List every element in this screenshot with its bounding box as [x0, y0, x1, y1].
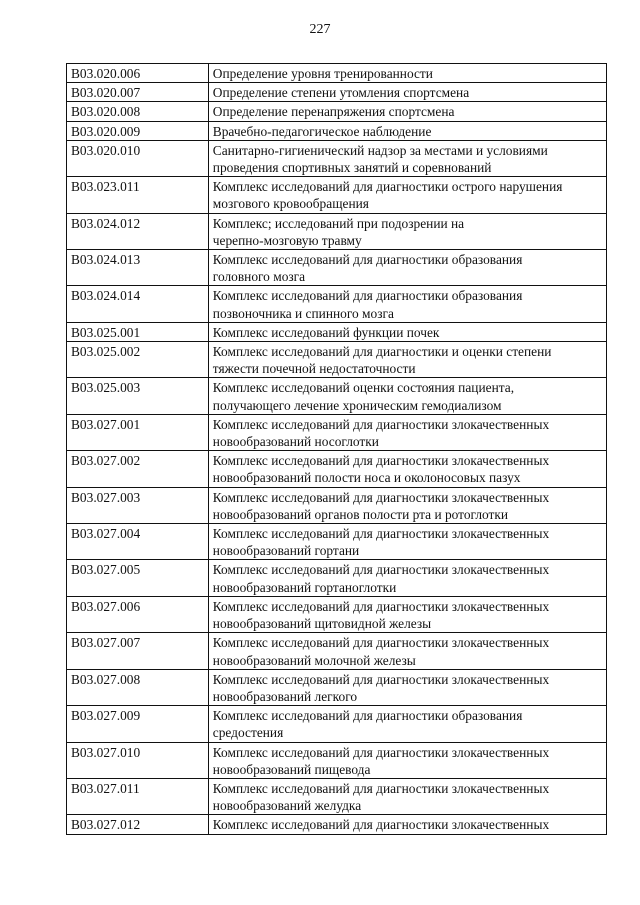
service-description-cell: Определение степени утомления спортсмена	[208, 83, 606, 102]
page-number: 227	[309, 22, 331, 37]
service-code-cell: B03.027.011	[67, 778, 209, 814]
service-code-cell: B03.027.007	[67, 633, 209, 669]
table-row	[67, 102, 607, 121]
service-code-cell: B03.027.008	[67, 669, 209, 705]
table-row	[67, 560, 607, 596]
table-row	[67, 487, 607, 523]
service-code-cell: B03.020.007	[67, 83, 209, 102]
service-code-cell: B03.024.014	[67, 286, 209, 322]
table-row	[67, 742, 607, 778]
service-description-cell: Определение уровня тренированности	[208, 64, 606, 83]
service-description-cell: Комплекс исследований для диагностики образования головного мозга	[208, 250, 606, 286]
table-row	[67, 414, 607, 450]
service-description-cell: Комплекс исследований для диагностики злокачественных новообразований носоглотки	[208, 414, 606, 450]
table-row	[67, 669, 607, 705]
service-description-cell: Комплекс исследований для диагностики злокачественных новообразований пищевода	[208, 742, 606, 778]
service-description-cell: Комплекс исследований для диагностики злокачественных новообразований полости носа и околоносовых пазух	[208, 451, 606, 487]
table-row	[67, 706, 607, 742]
service-description-cell: Комплекс исследований для диагностики образования средостения	[208, 706, 606, 742]
table-body	[67, 64, 607, 835]
service-description-cell: Комплекс исследований для диагностики злокачественных новообразований легкого	[208, 669, 606, 705]
service-code-cell: B03.027.006	[67, 596, 209, 632]
service-code-table	[66, 63, 607, 835]
table-row	[67, 378, 607, 414]
service-description-cell: Санитарно-гигиенический надзор за местами и условиями проведения спортивных занятий и соревнований	[208, 140, 606, 176]
table-row	[67, 83, 607, 102]
service-description-cell: Комплекс исследований для диагностики злокачественных новообразований органов полости рта и ротоглотки	[208, 487, 606, 523]
table-row	[67, 451, 607, 487]
service-code-cell: B03.024.013	[67, 250, 209, 286]
service-code-cell: B03.027.012	[67, 815, 209, 834]
service-code-cell: B03.025.001	[67, 322, 209, 341]
service-code-cell: B03.027.005	[67, 560, 209, 596]
service-description-cell: Комплекс исследований для диагностики злокачественных новообразований щитовидной железы	[208, 596, 606, 632]
service-code-cell: B03.023.011	[67, 177, 209, 213]
table-row	[67, 121, 607, 140]
table-row	[67, 524, 607, 560]
service-code-cell: B03.025.003	[67, 378, 209, 414]
table-row	[67, 342, 607, 378]
service-description-cell: Комплекс исследований для диагностики злокачественных новообразований желудка	[208, 778, 606, 814]
table-row	[67, 250, 607, 286]
service-description-cell: Комплекс исследований для диагностики злокачественных	[208, 815, 606, 834]
service-code-cell: B03.020.009	[67, 121, 209, 140]
service-description-cell: Комплекс исследований для диагностики острого нарушения мозгового кровообращения	[208, 177, 606, 213]
service-code-cell: B03.027.004	[67, 524, 209, 560]
table-row	[67, 633, 607, 669]
service-description-cell: Врачебно-педагогическое наблюдение	[208, 121, 606, 140]
service-code-cell: B03.027.002	[67, 451, 209, 487]
service-code-cell: B03.024.012	[67, 213, 209, 249]
service-description-cell: Комплекс; исследований при подозрении на черепно-мозговую травму	[208, 213, 606, 249]
service-code-cell: B03.020.010	[67, 140, 209, 176]
service-code-cell: B03.025.002	[67, 342, 209, 378]
table-row	[67, 286, 607, 322]
service-code-cell: B03.027.001	[67, 414, 209, 450]
table-row	[67, 322, 607, 341]
service-description-cell: Комплекс исследований функции почек	[208, 322, 606, 341]
table-row	[67, 778, 607, 814]
table-row	[67, 213, 607, 249]
service-description-cell: Комплекс исследований для диагностики и оценки степени тяжести почечной недостаточности	[208, 342, 606, 378]
service-code-cell: B03.027.009	[67, 706, 209, 742]
service-code-cell: B03.027.003	[67, 487, 209, 523]
table-row	[67, 815, 607, 834]
service-code-cell: B03.020.006	[67, 64, 209, 83]
service-description-cell: Комплекс исследований для диагностики образования позвоночника и спинного мозга	[208, 286, 606, 322]
service-code-cell: B03.020.008	[67, 102, 209, 121]
table-row	[67, 177, 607, 213]
service-code-cell: B03.027.010	[67, 742, 209, 778]
table-row	[67, 596, 607, 632]
service-description-cell: Комплекс исследований оценки состояния пациента, получающего лечение хроническим гемодиализом	[208, 378, 606, 414]
table-row	[67, 140, 607, 176]
service-description-cell: Комплекс исследований для диагностики злокачественных новообразований молочной железы	[208, 633, 606, 669]
table-row	[67, 64, 607, 83]
service-description-cell: Комплекс исследований для диагностики злокачественных новообразований гортани	[208, 524, 606, 560]
service-description-cell: Определение перенапряжения спортсмена	[208, 102, 606, 121]
service-description-cell: Комплекс исследований для диагностики злокачественных новообразований гортаноглотки	[208, 560, 606, 596]
